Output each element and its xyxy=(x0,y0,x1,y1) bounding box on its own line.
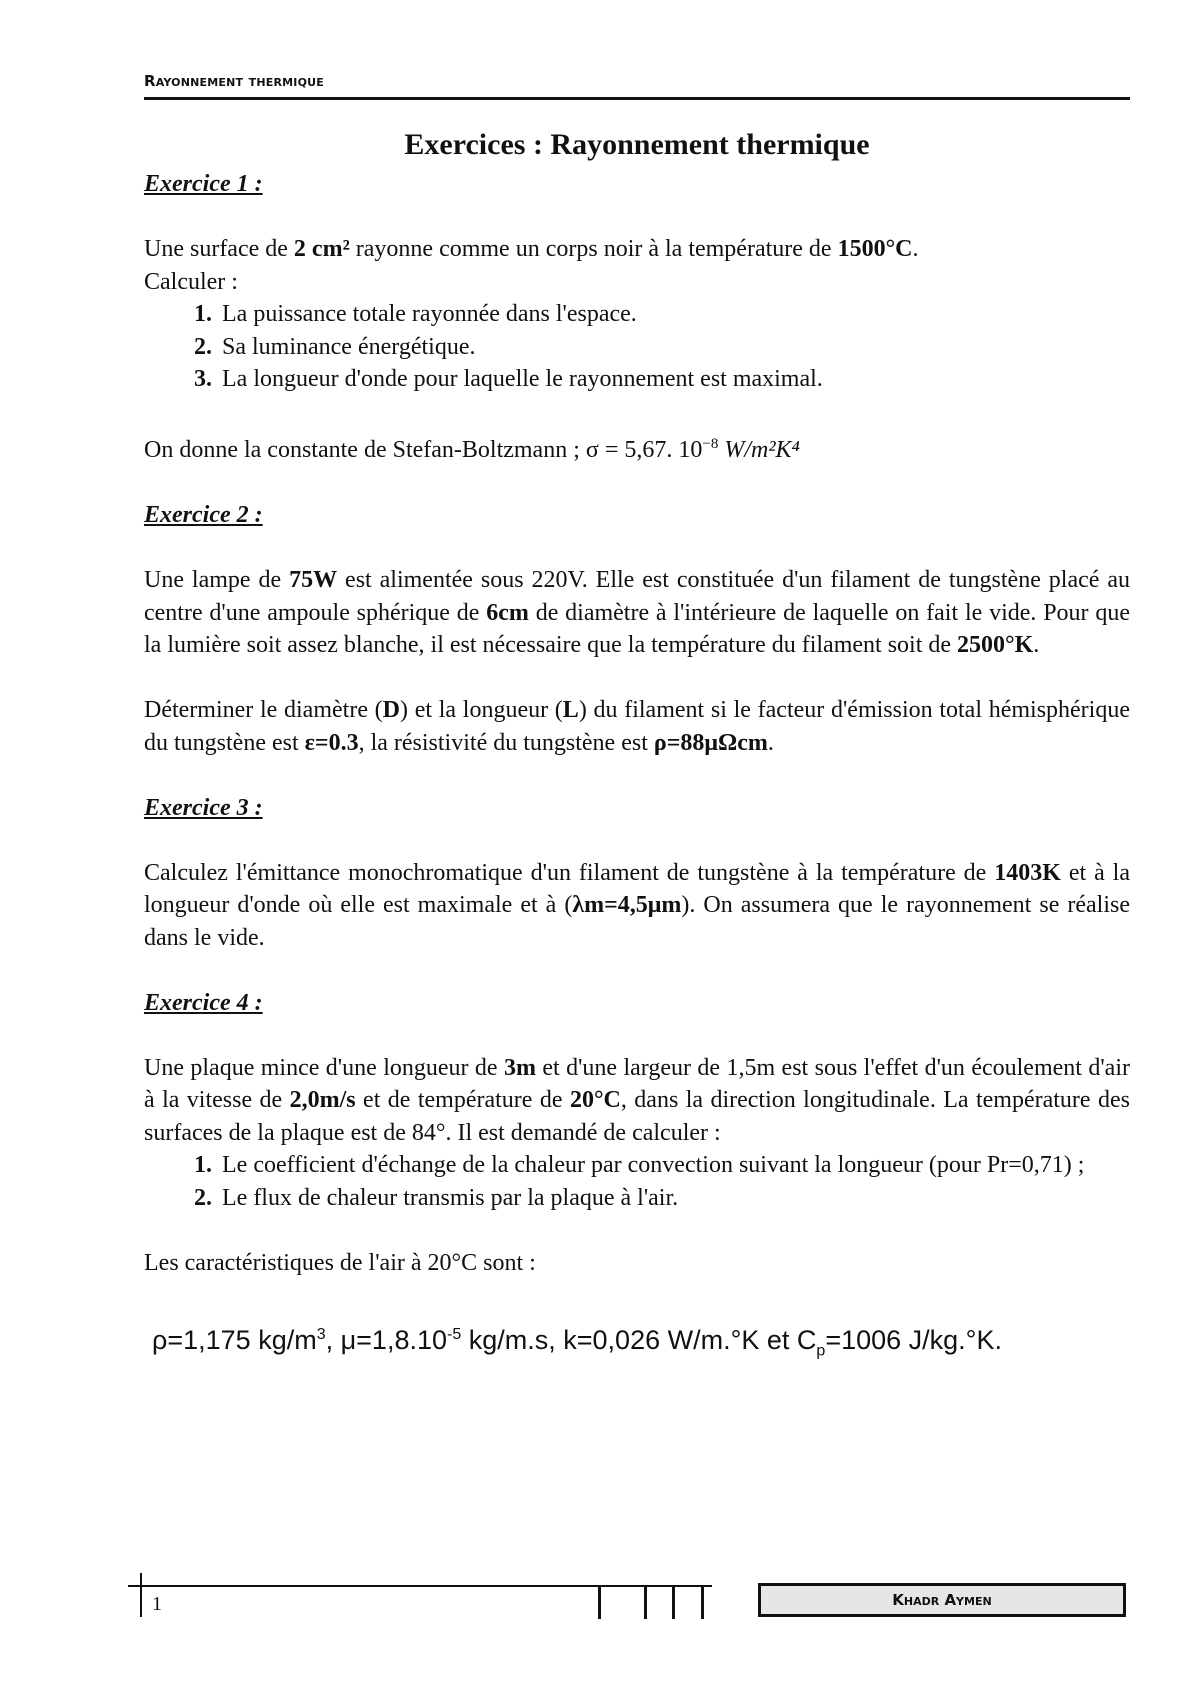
footer-marker-line xyxy=(140,1573,142,1617)
stefan-boltzmann-constant: On donne la constante de Stefan-Boltzmann ; σ = 5,67. $10^{-8}$ W/m²K⁴ xyxy=(144,436,800,463)
footer-tick xyxy=(672,1585,675,1619)
list-item: 3. La longueur d'onde pour laquelle le rayonnement est maximal. xyxy=(218,363,1130,396)
list-item: 1. La puissance totale rayonnée dans l'espace. xyxy=(218,298,1130,331)
exercise-4-list xyxy=(144,1149,1130,1214)
page-header xyxy=(144,70,1130,100)
exercise-3-title: Exercice 3 : xyxy=(144,794,263,821)
list-item: 2. Sa luminance énergétique. xyxy=(218,331,1130,364)
author-box xyxy=(758,1583,1126,1617)
footer-tick xyxy=(644,1585,647,1619)
list-item: 2. Le flux de chaleur transmis par la plaque à l'air. xyxy=(218,1182,1130,1215)
document-body xyxy=(144,168,1130,1368)
exercise-2-paragraph-2: Déterminer le diamètre (D) et la longueur (L) du filament si le facteur d'émission total hémisphérique du tungstène est ε=0.3, la résistivité du tungstène est ρ=88μΩcm. xyxy=(144,697,1130,756)
header-title: Rayonnement thermique xyxy=(144,72,324,90)
air-properties-intro: Les caractéristiques de l'air à 20°C sont : xyxy=(144,1249,536,1276)
page-number: 1 xyxy=(152,1593,162,1615)
exercise-3-paragraph: Calculez l'émittance monochromatique d'un filament de tungstène à la température de 1403K et à la longueur d'onde où elle est maximale et à (λm=4,5μm). On assumera que le rayonnement se réalise dans le vide. xyxy=(144,859,1131,951)
author-name: Khadr Aymen xyxy=(892,1591,992,1609)
footer-tick xyxy=(701,1585,704,1619)
exercise-2-paragraph-1: Une lampe de 75W est alimentée sous 220V. Elle est constituée d'un filament de tungstène placé au centre d'une ampoule sphérique de 6cm de diamètre à l'intérieure de laquelle on fait le vide. Pour que la lumière soit assez blanche, il est nécessaire que la température du filament soit de 2500°K. xyxy=(144,567,1131,658)
air-properties: ρ=1,175 $kg/m^3$, $\mu=1,8.10^{-5}$ kg/m.s, k=0,026 W/m.°K et $C_p=1006$ J/kg.°K. xyxy=(152,1325,1002,1360)
exercise-1-statement: Une surface de 2 cm² rayonne comme un corps noir à la température de 1500°C. xyxy=(144,236,919,262)
page-title: Exercices : Rayonnement thermique xyxy=(404,128,870,161)
list-item: 1. Le coefficient d'échange de la chaleur par convection suivant la longueur (pour Pr=0,71) ; xyxy=(218,1149,1130,1182)
exercise-1-title: Exercice 1 : xyxy=(144,171,263,197)
exercise-4-paragraph: Une plaque mince d'une longueur de 3m et d'une largeur de 1,5m est sous l'effet d'un écoulement d'air à la vitesse de 2,0m/s et de température de 20°C, dans la direction longitudinale. La température des surfaces de la plaque est de 84°. Il est demandé de calculer : xyxy=(144,1054,1130,1146)
footer-divider xyxy=(128,1585,712,1587)
footer-tick xyxy=(598,1585,601,1619)
exercise-4-title: Exercice 4 : xyxy=(144,989,263,1016)
exercise-2-title: Exercice 2 : xyxy=(144,502,263,528)
exercise-1-calc-label: Calculer : xyxy=(144,268,238,295)
exercise-1-list xyxy=(144,298,1130,396)
